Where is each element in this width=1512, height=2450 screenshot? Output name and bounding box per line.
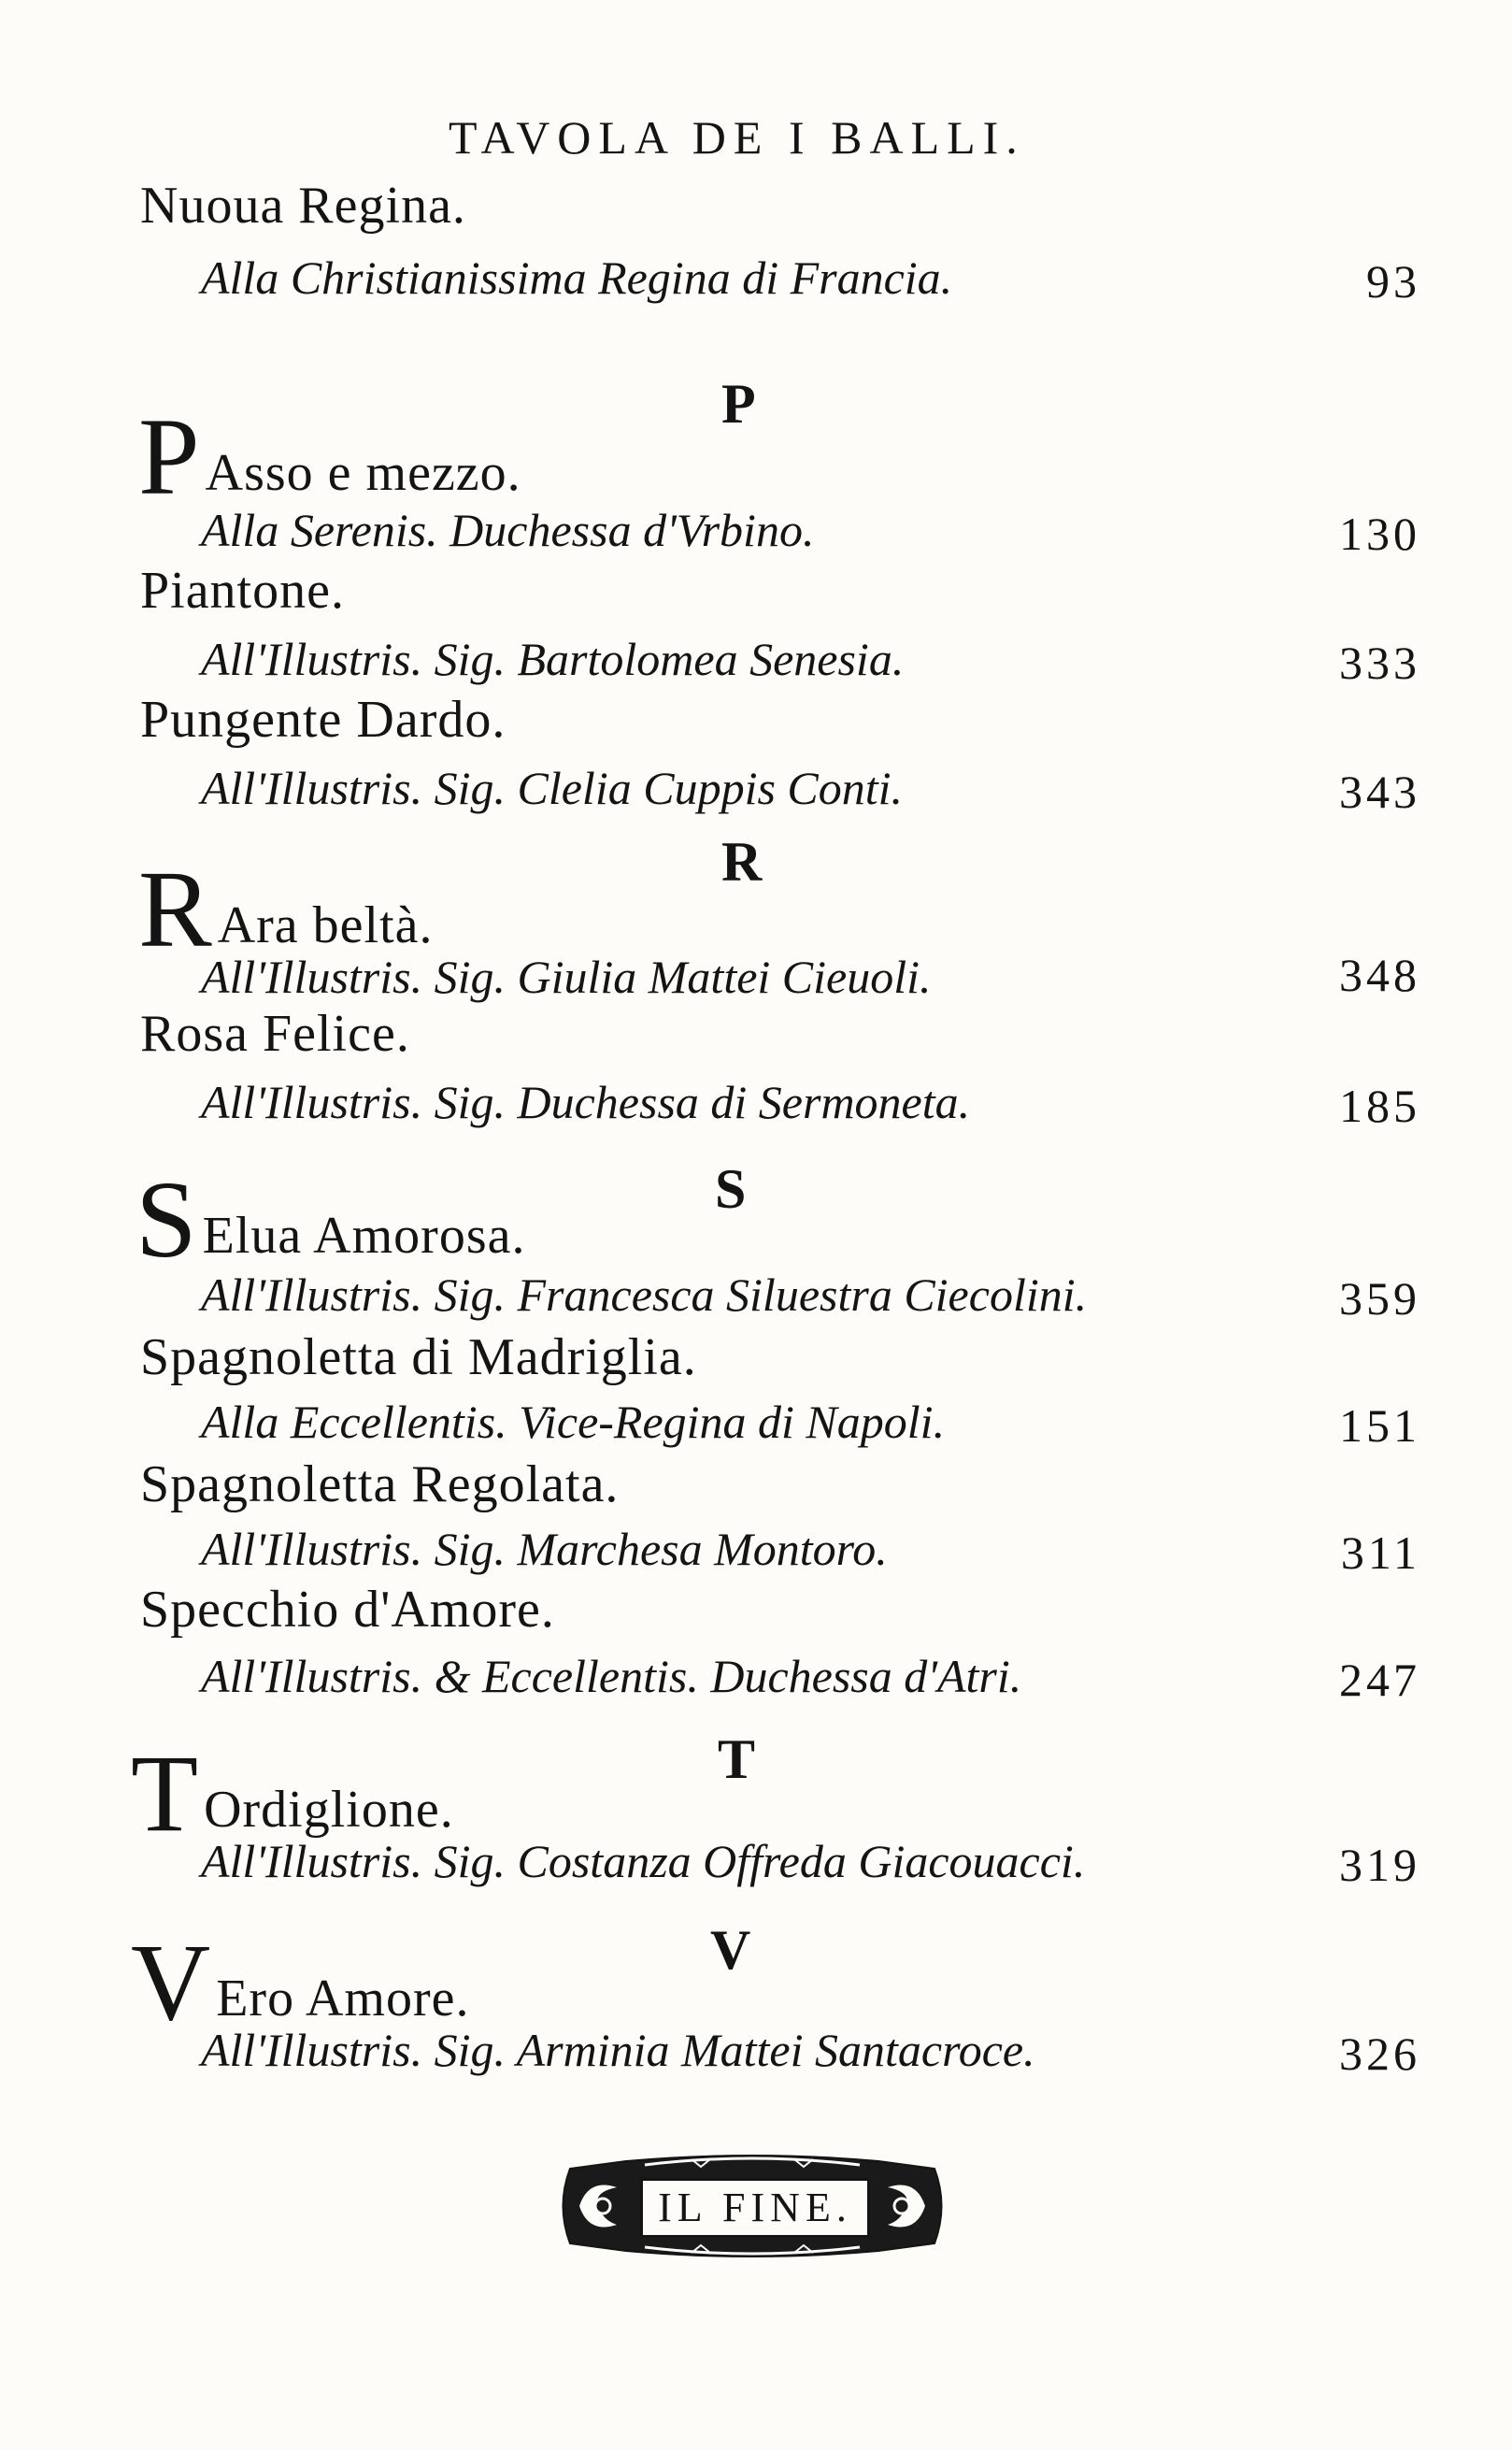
dance-title: Nuoua Regina. [140,177,466,235]
dedication: All'Illustris. Sig. Bartolomea Senesia. [201,633,905,685]
drop-initial: R [138,848,212,970]
dedication: All'Illustris. Sig. Marchesa Montoro. [201,1523,888,1575]
drop-initial: T [131,1732,199,1855]
section-letter: P [721,373,756,435]
dance-title: Specchio d'Amore. [140,1581,555,1639]
section-letter: T [718,1728,756,1790]
running-head: TAVOLA DE I BALLI. [449,111,1025,164]
dance-title-rest: Ara beltà. [217,896,434,954]
dance-title-rest: Asso e mezzo. [205,444,521,502]
dedication: All'Illustris. Sig. Costanza Offreda Giacouacci. [201,1835,1086,1887]
dance-title [136,1158,526,1281]
dedication: All'Illustris. & Eccellentis. Duchessa d'Atri. [201,1650,1022,1702]
drop-initial: P [138,395,200,518]
page-number: 247 [1339,1654,1420,1706]
page-number: 311 [1340,1526,1420,1579]
dedication: Alla Eccellentis. Vice-Regina di Napoli. [201,1396,946,1448]
dance-title [138,848,434,970]
drop-initial: V [131,1921,211,2043]
page-number: 93 [1366,255,1420,308]
dance-title: Pungente Dardo. [140,691,506,749]
page-number: 319 [1339,1839,1420,1891]
dedication: All'Illustris. Sig. Arminia Mattei Santacroce. [201,2024,1035,2076]
page-number: 326 [1339,2027,1420,2080]
page-number: 130 [1339,508,1420,560]
section-letter: V [710,1919,751,1981]
page-number: 151 [1339,1399,1420,1452]
page-number: 359 [1339,1272,1420,1325]
dance-title: Piantone. [140,562,345,620]
dance-title-rest: Ero Amore. [216,1970,470,2027]
section-letter: S [715,1158,747,1220]
dedication: Alla Christianissima Regina di Francia. [201,251,953,304]
dance-title [131,1921,470,2043]
section-letter: R [721,831,763,893]
dance-title-rest: Elua Amorosa. [202,1207,526,1265]
dedication: All'Illustris. Sig. Francesca Siluestra Ciecolini. [201,1268,1088,1321]
dance-title-rest: Ordiglione. [204,1781,454,1839]
drop-initial: S [136,1158,197,1281]
dedication: All'Illustris. Sig. Duchessa di Sermoneta. [201,1076,971,1128]
dance-title: Spagnoletta di Madriglia. [140,1328,697,1386]
dance-title [131,1732,454,1855]
dedication: All'Illustris. Sig. Giulia Mattei Cieuoli. [201,951,932,1003]
page-number: 348 [1339,949,1420,1001]
dance-title: Spagnoletta Regolata. [140,1455,620,1513]
page-number: 333 [1339,637,1420,689]
page-number: 343 [1339,766,1420,818]
dance-title: Rosa Felice. [140,1005,410,1063]
dance-title [138,395,521,518]
colophon-cartouche [551,2150,953,2262]
page-number: 185 [1339,1080,1420,1132]
dedication: All'Illustris. Sig. Clelia Cuppis Conti. [201,762,904,814]
dedication: Alla Serenis. Duchessa d'Vrbino. [201,504,815,556]
colophon-text: IL FINE. [640,2178,870,2238]
